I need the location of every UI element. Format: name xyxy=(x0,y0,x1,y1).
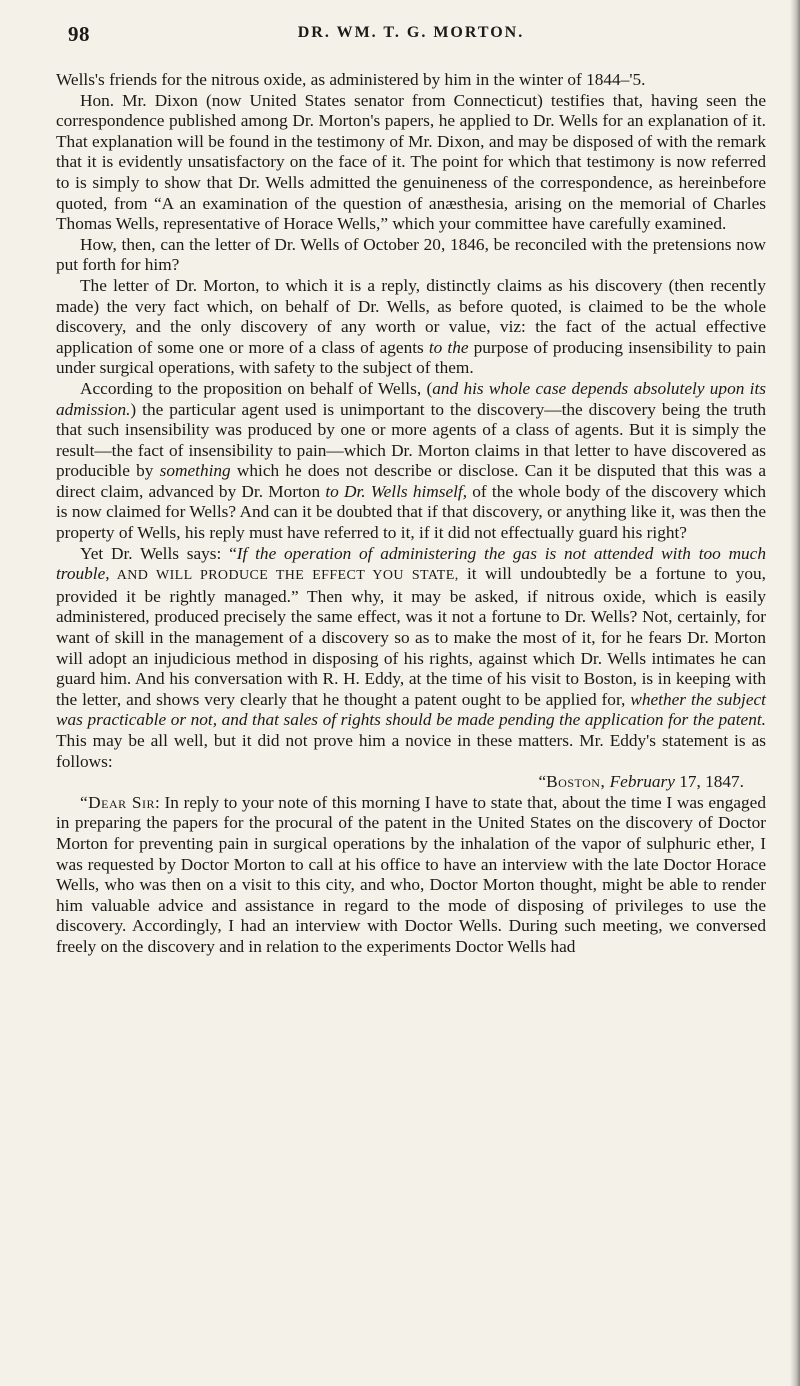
paragraph-4-italic: to the xyxy=(428,337,469,357)
dateline-place: Boston, xyxy=(546,772,606,792)
paragraph-6-italic: whether the subject was practicable or not, and that sales of rights should be made pending the application for the patent. xyxy=(56,689,766,730)
letter-salutation: “Dear Sir xyxy=(80,792,155,812)
paragraph-5-italic: and his whole case depends absolutely upon its admission. xyxy=(56,378,766,419)
paragraph-5-text: which he does not describe or disclose. Can it be disputed that this was a direct claim, advanced by Dr. Morton xyxy=(56,461,766,501)
dateline-day-year: 17, 1847. xyxy=(674,772,744,792)
paragraph-4-text: The letter of Dr. Morton, to which it is a reply, distinctly claims as his discovery (then recently made) the very fact which, on behalf of Dr. Wells, as before quoted, is claimed to be the whole discovery, and the only discovery of any worth or value, viz: the fact of the actual effective application of some one or more of a class of agents xyxy=(56,275,766,357)
running-title: DR. WM. T. G. MORTON. xyxy=(297,24,525,41)
page-edge-shadow xyxy=(790,0,800,1386)
paragraph-2: Hon. Mr. Dixon (now United States senator from Connecticut) testifies that, having seen the correspondence published among Dr. Morton's papers, he applied to Dr. Wells for an explanation of it. That explanation will be found in the testimony of Mr. Dixon, and may be disposed of with the remark that it is evidently unsatisfactory on the face of it. The point for which that testimony is now referred to is simply to show that Dr. Wells admitted the genuineness of the correspondence, as hereinbefore quoted, from “A an examination of the question of anæsthesia, arising on the memorial of Charles Thomas Wells, representative of Horace Wells,” which your committee have carefully examined. xyxy=(56,90,766,234)
paragraph-6-caps: AND WILL PRODUCE THE EFFECT YOU STATE, xyxy=(109,568,459,584)
page-number: 98 xyxy=(68,22,90,46)
letter-dateline: “Boston, February 17, 1847. xyxy=(538,772,744,792)
paragraph-6 xyxy=(56,544,766,773)
paragraph-5-italic: to Dr. Wells himself, xyxy=(325,481,468,501)
paragraph-1: Wells's friends for the nitrous oxide, as administered by him in the winter of 1844–'5. xyxy=(56,70,646,89)
body-text xyxy=(56,70,766,958)
paragraph-6-text: This may be all well, but it did not prove him a novice in these matters. Mr. Eddy's statement is as follows: xyxy=(56,731,766,771)
paragraph-6-text: it will undoubtedly be a fortune to you, provided it be rightly managed.” Then why, it may be asked, if nitrous oxide, which is easily administered, produced precisely the same effect, was it not a fortune to Dr. Wells? Not, certainly, for want of skill in the management of a discovery so as to make the most of it, for he fears Dr. Morton will adopt an injudicious method in disposing of his rights, against which Dr. Wells intimates he can guard him. And his conversation with R. H. Eddy, at the time of his visit to Boston, is in keeping with the letter, and shows very clearly that he thought a patent ought to be applied for, xyxy=(56,564,766,709)
paragraph-5 xyxy=(56,379,766,544)
paragraph-5-italic: something xyxy=(159,461,231,481)
letter-text: : In reply to your note of this morning I have to state that, about the time I was engaged in preparing the papers for the procural of the patent in the United States on the discovery of Doctor Morton for preventing pain in surgical operations by the inhalation of the vapor of sulphuric ether, I was requested by Doctor Morton to call at his office to have an interview with the late Doctor Horace Wells, who was then on a visit to this city, and who, Doctor Morton thought, might be able to render him valuable advice and assistance in regard to the mode of disposing of privileges to use the discovery. Accordingly, I had an interview with Doctor Wells. During such meeting, we conversed freely on the discovery and in relation to the experiments Doctor Wells had xyxy=(56,792,766,956)
paragraph-6-italic: If the operation of administering the gas is not attended with too much trouble, xyxy=(56,543,766,584)
paragraph-3: How, then, can the letter of Dr. Wells of October 20, 1846, be reconciled with the pretensions now put forth for him? xyxy=(56,234,766,275)
paragraph-5-text: ) the particular agent used is unimportant to the discovery—the discovery being the truth that such insensibility was produced by one or more agents of a class of agents. But it is simply the result—the fact of insensibility to pain—which Dr. Morton claims in that letter to have discovered as producible by xyxy=(56,399,766,481)
paragraph-5-text: According to the proposition on behalf of Wells, ( xyxy=(80,378,433,398)
paragraph-5-text: of the whole body of the discovery which is now claimed for Wells? And can it be doubted that if that discovery, or anything like it, was then the property of Wells, his reply must have referred to it, if it did not effectually guard his right? xyxy=(56,481,767,543)
paragraph-4 xyxy=(56,276,766,379)
dateline-month: February xyxy=(605,772,675,792)
running-head xyxy=(56,0,766,50)
paragraph-6-text: Yet Dr. Wells says: “ xyxy=(80,543,237,563)
paragraph-4-text: purpose of producing insensibility to pain under surgical operations, with safety to the subject of them. xyxy=(56,337,766,378)
letter-body xyxy=(56,793,766,958)
